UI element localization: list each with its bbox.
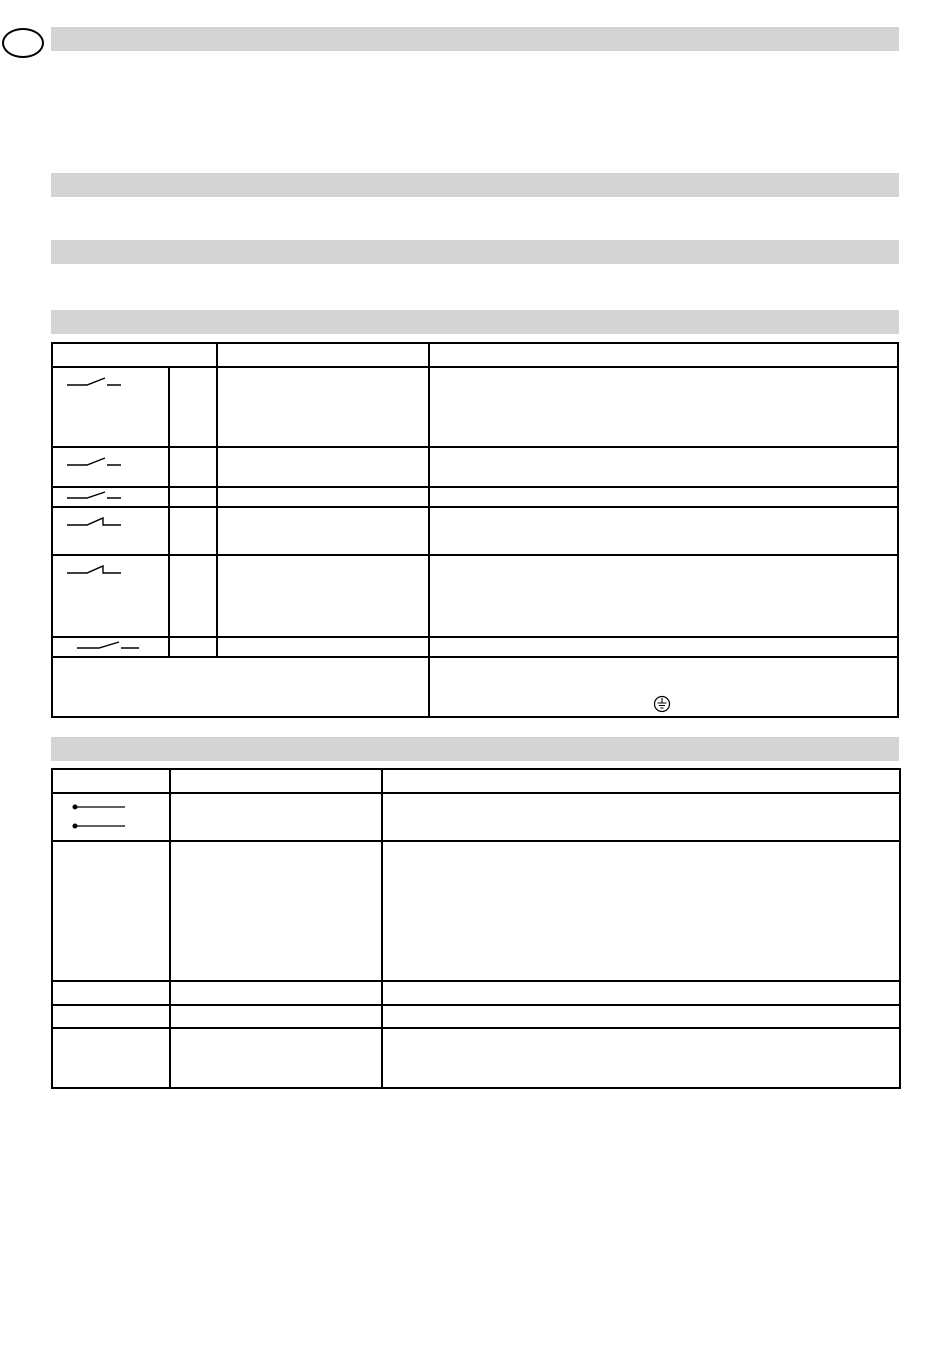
table-cell: [169, 555, 217, 637]
table-header-row: [52, 343, 898, 367]
table-cell: [429, 657, 898, 717]
table-cell: [382, 981, 900, 1005]
table-cell: [429, 507, 898, 555]
table-row: [52, 1028, 900, 1088]
table-cell: [429, 555, 898, 637]
table-cell: [170, 841, 382, 981]
table-header-cell: [382, 769, 900, 793]
table-cell: [429, 447, 898, 487]
table-cell: [169, 487, 217, 507]
normally-open-switch-icon: [65, 489, 125, 501]
table-cell: [52, 793, 170, 841]
table-row: [52, 841, 900, 981]
stepped-switch-icon: [65, 562, 125, 576]
table-cell: [169, 637, 217, 657]
table-cell: [52, 637, 169, 657]
table-row: [52, 487, 898, 507]
table-row: [52, 657, 898, 717]
table-header-row: [52, 769, 900, 793]
table-cell: [52, 507, 169, 555]
table-cell: [52, 367, 169, 447]
stepped-switch-icon: [65, 514, 125, 528]
table-cell: [170, 981, 382, 1005]
table-cell: [52, 1005, 170, 1028]
table-header-cell: [52, 343, 217, 367]
table-cell: [429, 637, 898, 657]
table-cell: [217, 487, 429, 507]
table-cell: [169, 447, 217, 487]
table-row: [52, 981, 900, 1005]
wiring-table: [51, 768, 901, 1089]
normally-open-switch-icon: [65, 374, 125, 388]
section-bar-1: [51, 27, 899, 51]
table-cell: [170, 1028, 382, 1088]
table-header-cell: [52, 769, 170, 793]
section-bar-2: [51, 173, 899, 197]
protective-earth-icon: [653, 695, 671, 713]
section-bar-4: [51, 310, 899, 334]
table-row: [52, 555, 898, 637]
normally-open-switch-icon: [75, 639, 145, 651]
table-cell: [52, 555, 169, 637]
table-row: [52, 1005, 900, 1028]
table-cell: [169, 507, 217, 555]
section-bar-3: [51, 240, 899, 264]
table-header-cell: [217, 343, 429, 367]
table-cell: [52, 1028, 170, 1088]
table-row: [52, 447, 898, 487]
table-cell: [217, 637, 429, 657]
table-row: [52, 507, 898, 555]
table-cell: [52, 981, 170, 1005]
section-bar-5: [51, 737, 899, 761]
table-cell: [52, 841, 170, 981]
table-cell: [429, 487, 898, 507]
table-cell: [217, 447, 429, 487]
table-cell: [217, 507, 429, 555]
normally-open-switch-icon: [65, 454, 125, 468]
table-cell: [170, 793, 382, 841]
table-row: [52, 367, 898, 447]
table-cell: [382, 793, 900, 841]
table-cell: [170, 1005, 382, 1028]
table-row: [52, 637, 898, 657]
table-cell: [382, 1005, 900, 1028]
table-cell: [52, 487, 169, 507]
table-cell: [382, 1028, 900, 1088]
language-badge: [2, 28, 44, 58]
terminal-wires-icon: [71, 800, 131, 832]
table-cell: [382, 841, 900, 981]
table-header-cell: [170, 769, 382, 793]
table-header-cell: [429, 343, 898, 367]
table-cell: [217, 367, 429, 447]
table-cell: [52, 657, 429, 717]
table-row: [52, 793, 900, 841]
table-cell: [169, 367, 217, 447]
table-cell: [429, 367, 898, 447]
table-cell: [217, 555, 429, 637]
table-cell: [52, 447, 169, 487]
switch-table: [51, 342, 899, 718]
